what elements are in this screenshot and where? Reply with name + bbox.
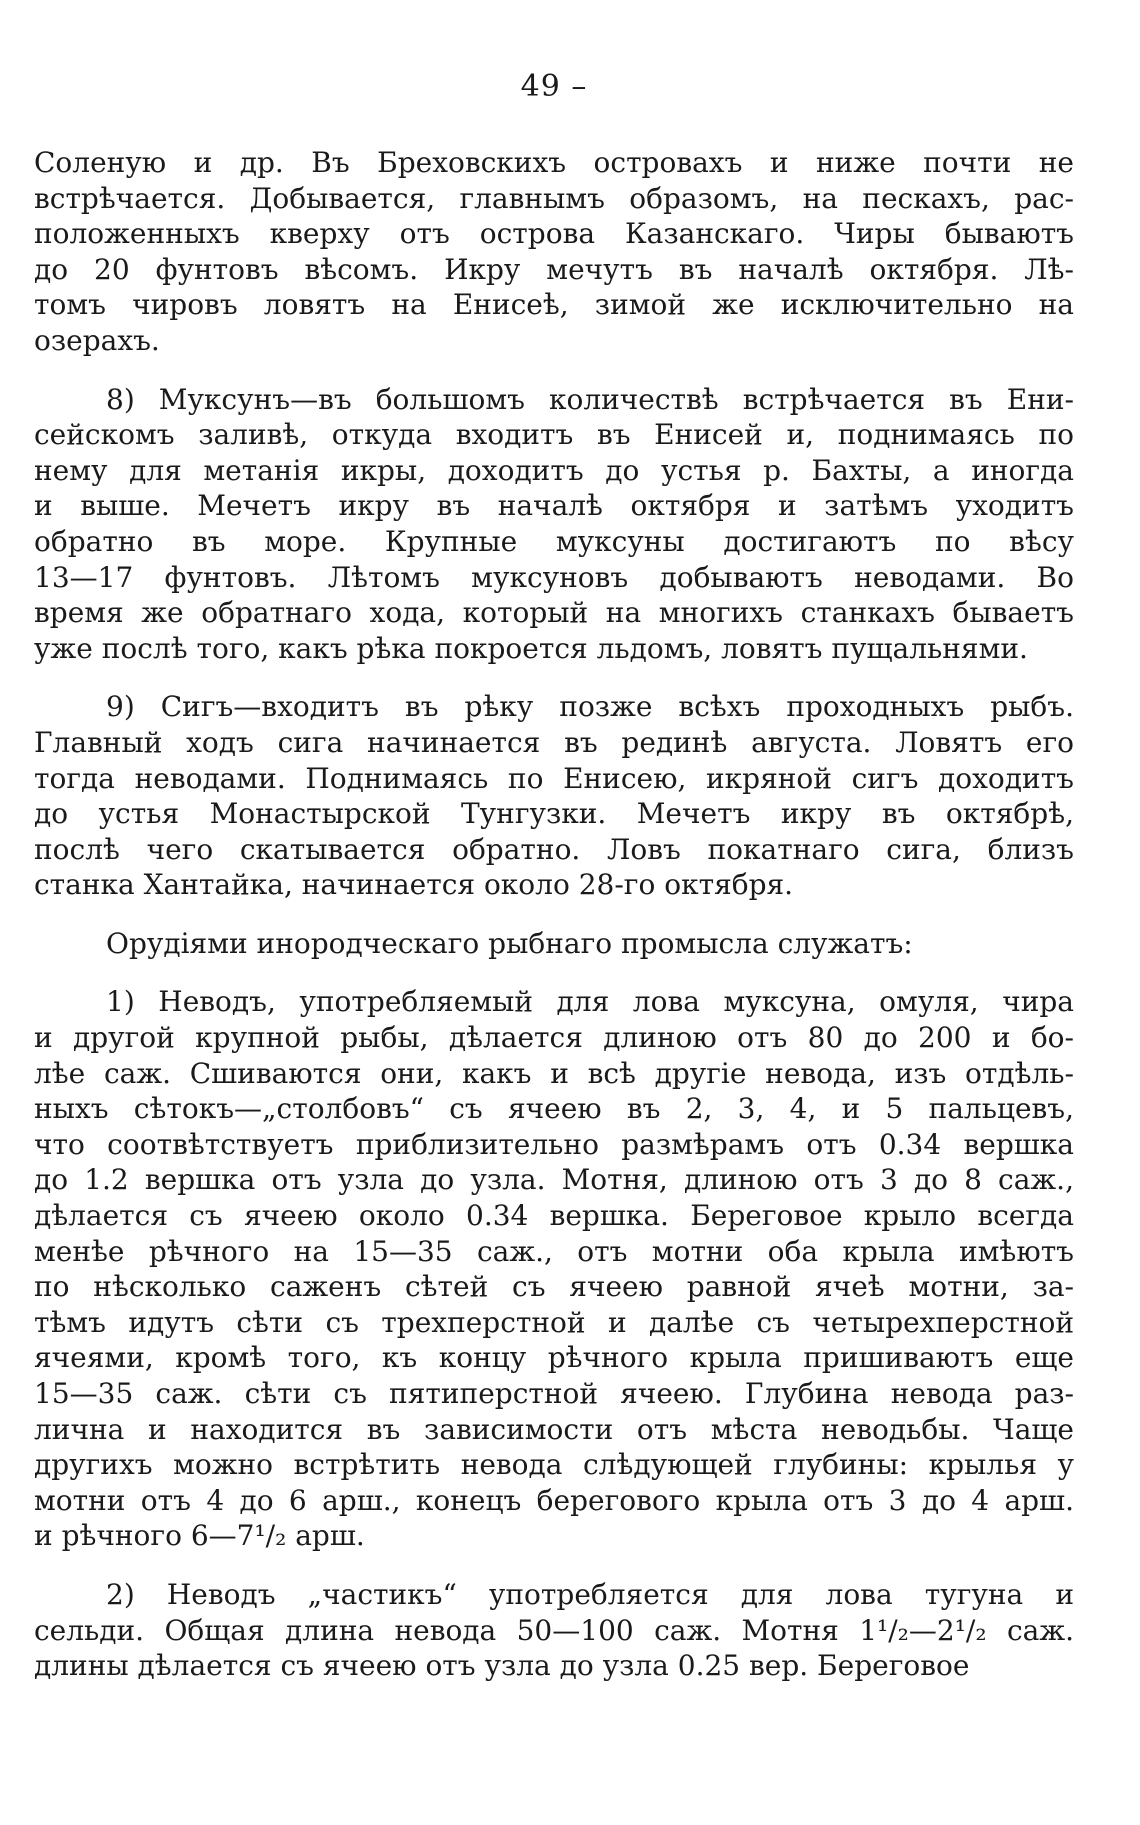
text-line: лична и находится въ зависимости отъ мѣста неводьбы. Чаще xyxy=(34,1412,1074,1446)
text-line: 15—35 саж. сѣти съ пятиперстной ячеею. Глубина невода раз- xyxy=(34,1377,1074,1410)
text-line: длины дѣлается съ ячеею отъ узла до узла 0.25 вер. Береговое xyxy=(34,1649,970,1683)
paragraph-gap xyxy=(34,359,1074,382)
paragraph-gap xyxy=(34,666,1074,689)
text-line: Соленую и др. Въ Бреховскихъ островахъ и ниже почти не xyxy=(34,146,1074,179)
paragraph xyxy=(34,382,1074,667)
text-line: 13—17 фунтовъ. Лѣтомъ муксуновъ добываютъ неводами. Во xyxy=(34,560,1074,594)
paragraph xyxy=(34,1577,1074,1684)
paragraph xyxy=(34,145,1074,359)
text-line: уже послѣ того, какъ рѣка покроется льдомъ, ловятъ пущальнями. xyxy=(34,631,1028,665)
text-line: и рѣчного 6—7¹/₂ арш. xyxy=(34,1519,365,1553)
paragraph xyxy=(34,926,1074,962)
text-line: сейскомъ заливѣ, откуда входитъ въ Енисей и, поднимаясь по xyxy=(34,418,1074,452)
text-line: ныхъ сѣтокъ—„столбовъ“ съ ячеею въ 2, 3, 4, и 5 пальцевъ, xyxy=(34,1092,1074,1126)
text-line: послѣ чего скатывается обратно. Ловъ покатнаго сига, близъ xyxy=(34,832,1074,866)
text-line: 1) Неводъ, употребляемый для лова муксуна, омуля, чира xyxy=(106,985,1074,1019)
text-line: 2) Неводъ „частикъ“ употребляется для лова тугуна и xyxy=(106,1577,1074,1611)
paragraph xyxy=(34,984,1074,1554)
text-line: сельди. Общая длина невода 50—100 саж. Мотня 1¹/₂—2¹/₂ саж. xyxy=(34,1613,1074,1647)
text-line: менѣе рѣчного на 15—35 саж., отъ мотни оба крыла имѣютъ xyxy=(34,1234,1074,1268)
text-line: 9) Сигъ—входитъ въ рѣку позже всѣхъ проходныхъ рыбъ. xyxy=(106,690,1074,724)
text-line: дѣлается съ ячеею около 0.34 вершка. Береговое крыло всегда xyxy=(34,1199,1074,1233)
text-line: Орудіями инородческаго рыбнаго промысла служатъ: xyxy=(106,926,913,960)
text-line: время же обратнаго хода, который на многихъ станкахъ бываетъ xyxy=(34,596,1074,630)
text-line: и другой крупной рыбы, дѣлается длиною отъ 80 до 200 и бо- xyxy=(34,1021,1074,1055)
text-line: томъ чировъ ловятъ на Енисеѣ, зимой же исключительно на xyxy=(34,288,1074,322)
text-line: и выше. Мечетъ икру въ началѣ октября и затѣмъ уходитъ xyxy=(34,489,1074,523)
text-line: встрѣчается. Добывается, главнымъ образомъ, на пескахъ, рас- xyxy=(34,181,1074,215)
body-text xyxy=(34,145,1074,1684)
text-line: станка Хантайка, начинается около 28-го октября. xyxy=(34,868,794,902)
paragraph-gap xyxy=(34,1554,1074,1577)
text-line: до 1.2 вершка отъ узла до узла. Мотня, длиною отъ 3 до 8 саж., xyxy=(34,1163,1074,1197)
text-line: что соотвѣтствуетъ приблизительно размѣрамъ отъ 0.34 вершка xyxy=(34,1127,1074,1161)
page-number: 49 – xyxy=(520,69,588,104)
text-line: тѣмъ идутъ сѣти съ трехперстной и далѣе съ четырехперстной xyxy=(34,1305,1074,1339)
paragraph-gap xyxy=(34,903,1074,926)
book-page xyxy=(34,0,1074,1825)
text-line: по нѣсколько саженъ сѣтей съ ячеею равной ячеѣ мотни, за- xyxy=(34,1270,1074,1304)
text-line: мотни отъ 4 до 6 арш., конецъ берегового крыла отъ 3 до 4 арш. xyxy=(34,1483,1074,1517)
text-line: до 20 фунтовъ вѣсомъ. Икру мечутъ въ началѣ октября. Лѣ- xyxy=(34,252,1074,286)
text-line: лѣе саж. Сшиваются они, какъ и всѣ другіе невода, изъ отдѣль- xyxy=(34,1056,1074,1090)
text-line: ячеями, кромѣ того, къ концу рѣчного крыла пришиваютъ еще xyxy=(34,1341,1074,1375)
text-line: обратно въ море. Крупные муксуны достигаютъ по вѣсу xyxy=(34,524,1074,558)
text-line: 8) Муксунъ—въ большомъ количествѣ встрѣчается въ Ени- xyxy=(106,382,1074,416)
text-line: озерахъ. xyxy=(34,323,160,357)
text-line: положенныхъ кверху отъ острова Казанскаго. Чиры бываютъ xyxy=(34,217,1074,251)
text-line: другихъ можно встрѣтить невода слѣдующей глубины: крылья у xyxy=(34,1448,1074,1482)
paragraph-gap xyxy=(34,961,1074,984)
paragraph xyxy=(34,689,1074,903)
text-line: нему для метанія икры, доходитъ до устья р. Бахты, а иногда xyxy=(34,453,1074,487)
text-line: Главный ходъ сига начинается въ рединѣ августа. Ловятъ его xyxy=(34,725,1074,759)
text-line: до устья Монастырской Тунгузки. Мечетъ икру въ октябрѣ, xyxy=(34,797,1074,831)
text-line: тогда неводами. Поднимаясь по Енисею, икряной сигъ доходитъ xyxy=(34,761,1074,795)
